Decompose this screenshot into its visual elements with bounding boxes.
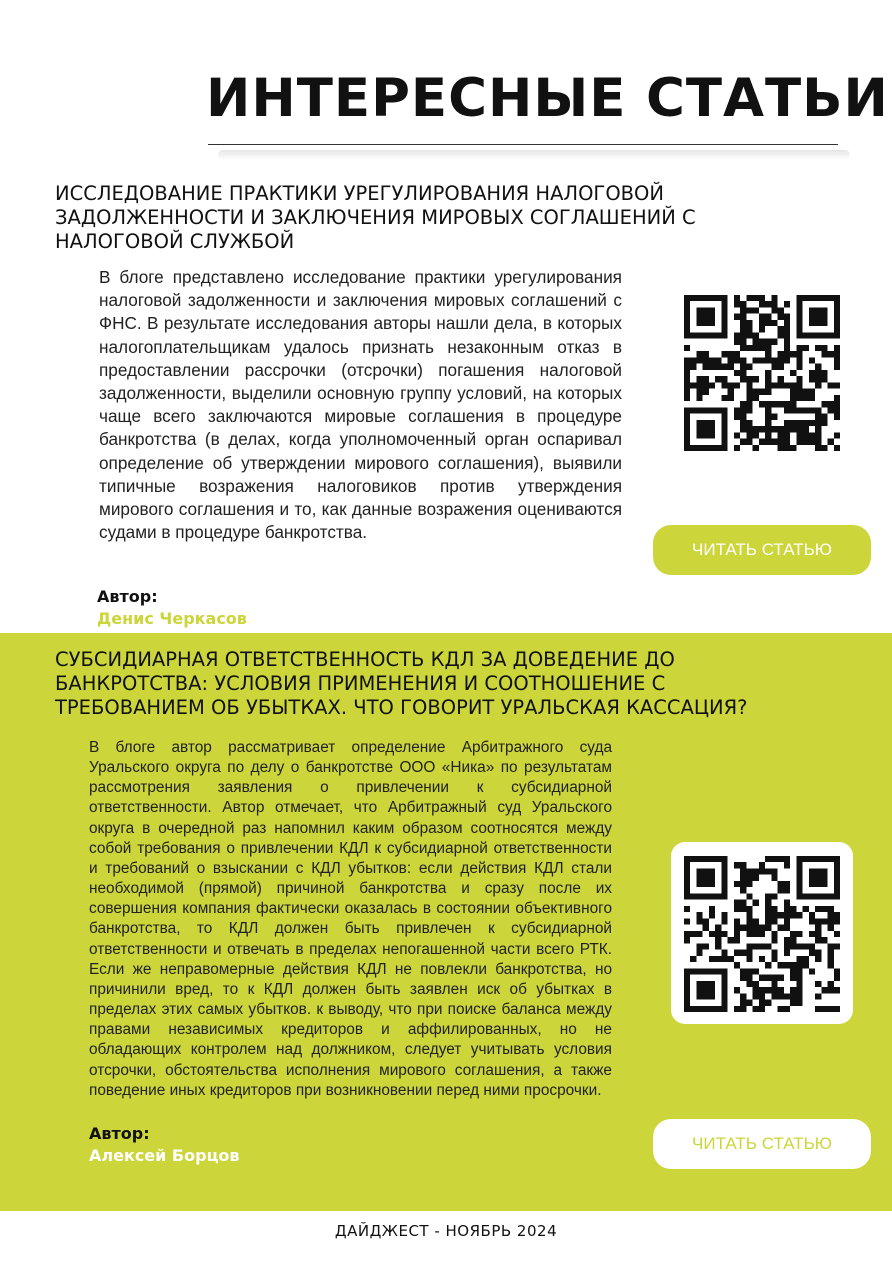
page-title: ИНТЕРЕСНЫЕ СТАТЬИ — [206, 68, 889, 129]
article-1-heading: ИССЛЕДОВАНИЕ ПРАКТИКИ УРЕГУЛИРОВАНИЯ НАЛОГОВОЙ ЗАДОЛЖЕННОСТИ И ЗАКЛЮЧЕНИЯ МИРОВЫХ СОГЛАШЕНИЙ С НАЛОГОВОЙ СЛУЖБОЙ — [55, 182, 696, 253]
article-2-author-name: Алексей Борцов — [89, 1146, 240, 1165]
article-1-author-label: Автор: — [97, 587, 158, 606]
article-2-heading: СУБСИДИАРНАЯ ОТВЕТСТВЕННОСТЬ КДЛ ЗА ДОВЕДЕНИЕ ДО БАНКРОТСТВА: УСЛОВИЯ ПРИМЕНЕНИЯ И СООТНОШЕНИЕ С ТРЕБОВАНИЕМ ОБ УБЫТКАХ. ЧТО ГОВОРИТ УРАЛЬСКАЯ КАССАЦИЯ? — [55, 648, 748, 719]
article-2-text: В блоге автор рассматривает определение Арбитражного суда Уральского округа по делу о банкротстве ООО «Ника» по результатам рассмотрения заявления о привлечении к субсидиарной ответственности. Автор отмечает, что Арбитражный суд Уральского округа в очередной раз напомнил каким образом соотносятся между собой требования о привлечении КДЛ к субсидиарной ответственности и требований о взыскании с КДЛ убытков: если действия КДЛ стали необходимой (прямой) причиной банкротства и сразу после их совершения компания фактически оказалась в состоянии объективного банкротства, то КДЛ должен быть привлечен к субсидиарной ответственности и отвечать в пределах непогашенной части всего РТК. Если же неправомерные действия КДЛ не повлекли банкротства, но причинили вред, то к КДЛ должен быть заявлен иск об убытках в пределах этих самых убытков. к выводу, что при поиске баланса между правами независимых кредиторов и аффилированных, но не обладающих контролем над должником, следует учитывать условия отсрочки, обстоятельства исполнения мирового соглашения, а также поведение иных кредиторов при возникновении перед ними просрочки. — [89, 739, 612, 1099]
article-1-text: В блоге представлено исследование практики урегулирования налоговой задолженности и заключения мировых соглашений с ФНС. В результате исследования авторы нашли дела, в которых налогоплательщикам удалось признать незаконным отказ в предоставлении рассрочки (отсрочки) погашения налоговой задолженности, выделили основную группу условий, на которых чаще всего заключаются мировые соглашения в процедуре банкротства (в делах, когда уполномоченный орган оспаривал определение об утверждении мирового соглашения), выявили типичные возражения налоговиков против утверждения мирового соглашения и то, как данные возражения оцениваются судами в процедуре банкротства. — [99, 267, 622, 543]
article-1-author-name: Денис Черкасов — [97, 609, 247, 628]
qr-code-icon[interactable] — [684, 295, 840, 451]
title-shadow — [218, 150, 850, 160]
article-2-author-label: Автор: — [89, 1124, 150, 1143]
footer: ДАЙДЖЕСТ - НОЯБРЬ 2024 — [334, 1222, 558, 1240]
read-article-1-button[interactable]: ЧИТАТЬ СТАТЬЮ — [653, 525, 871, 575]
read-article-2-button[interactable]: ЧИТАТЬ СТАТЬЮ — [653, 1119, 871, 1169]
qr-code-icon[interactable] — [684, 856, 840, 1012]
title-divider — [208, 144, 838, 145]
